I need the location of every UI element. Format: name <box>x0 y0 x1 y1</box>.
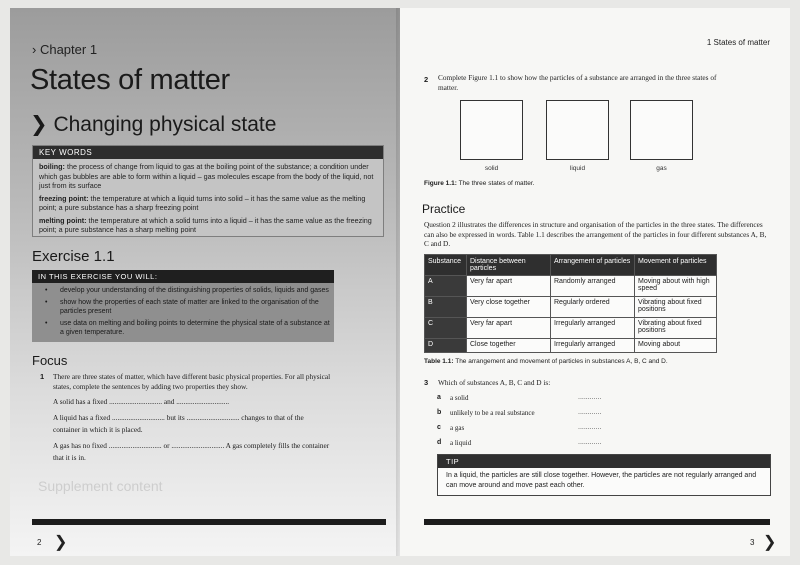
gas-drawing-box[interactable] <box>630 100 693 160</box>
objective-item: • show how the properties of each state of matter are linked to the organisation of the particles present <box>45 299 319 315</box>
footer-bar <box>32 519 386 525</box>
option-text: unlikely to be a real substance <box>450 409 535 417</box>
option-letter: c <box>437 424 441 431</box>
question-text: Which of substances A, B, C and D is: <box>438 378 551 387</box>
table-row <box>425 297 717 318</box>
figure-caption: Figure 1.1: The three states of matter. <box>424 180 535 187</box>
table-cell: Very far apart <box>467 276 551 297</box>
chevron-right-icon: ❯ <box>54 534 68 551</box>
chapter-title: States of matter <box>30 64 230 96</box>
question-number: 3 <box>424 378 429 387</box>
state-label: liquid <box>569 165 586 172</box>
page-number: 3 <box>750 538 755 547</box>
option-letter: d <box>437 439 442 446</box>
option-letter: b <box>437 409 442 416</box>
footer-bar <box>424 519 770 525</box>
tip-box <box>437 454 771 496</box>
learning-objectives-heading: IN THIS EXERCISE YOU WILL: <box>32 270 334 283</box>
fill-in-line[interactable]: A gas has no fixed ............................. or ............................. A gas completely fills the container <box>53 441 330 450</box>
table-caption: Table 1.1: The arrangement and movement of particles in substances A, B, C and D. <box>424 358 668 365</box>
option-text: a gas <box>450 424 465 432</box>
table-header: Distance between particles <box>467 255 551 276</box>
practice-title: Practice <box>422 202 466 216</box>
tip-heading: TIP <box>438 455 770 468</box>
solid-drawing-box[interactable] <box>460 100 523 160</box>
key-word-entry: freezing point: the temperature at which a liquid turns into solid – it has the same value as the melting point; a pure substance has a sharp freezing point <box>39 193 366 212</box>
table-header-row <box>425 255 717 276</box>
option-text: a liquid <box>450 439 472 447</box>
table-row <box>425 318 717 339</box>
option-text: a solid <box>450 394 469 402</box>
question-number: 2 <box>424 75 429 84</box>
table-cell: Randomly arranged <box>551 276 635 297</box>
option-letter: a <box>437 394 441 401</box>
table-cell: Irregularly arranged <box>551 339 635 353</box>
running-head: 1 States of matter <box>706 38 770 47</box>
fill-in-line[interactable]: A liquid has a fixed ............................. but its ............................. changes to that of the <box>53 413 304 422</box>
liquid-drawing-box[interactable] <box>546 100 609 160</box>
table-header: Movement of particles <box>635 255 717 276</box>
answer-blank[interactable]: ............ <box>578 439 602 446</box>
left-page <box>10 8 400 556</box>
key-word-entry: melting point: the temperature at which a solid turns into a liquid – it has the same value as the freezing point; a pure substance has a sharp melting point <box>39 215 372 234</box>
exercise-title: Exercise 1.1 <box>32 248 115 265</box>
fill-in-line: that it is in. <box>53 453 86 462</box>
table-header: Arrangement of particles <box>551 255 635 276</box>
state-label: gas <box>656 165 667 172</box>
objective-item: • use data on melting and boiling points to determine the physical state of a substance at a given temperature. <box>45 320 330 336</box>
fill-in-line: container in which it is placed. <box>53 425 143 434</box>
table-cell: Very far apart <box>467 318 551 339</box>
table-cell: Moving about with high speed <box>635 276 717 297</box>
fill-in-line[interactable]: A solid has a fixed ............................. and ............................. <box>53 397 230 406</box>
table-header: Substance <box>425 255 467 276</box>
practice-text: Question 2 illustrates the differences in structure and organisation of the particles in the three states. The differences can also be expressed in words. Table 1.1 describes the arrangement of the particles in four different substances A, B, C and D. <box>424 220 767 248</box>
chapter-label: › Chapter 1 <box>32 42 98 57</box>
table-cell: B <box>425 297 467 318</box>
table-cell: Irregularly arranged <box>551 318 635 339</box>
faint-bleed-through-text: Supplement content <box>38 478 163 494</box>
right-page <box>400 8 790 556</box>
answer-blank[interactable]: ............ <box>578 394 602 401</box>
table-cell: Very close together <box>467 297 551 318</box>
chevron-right-icon: ❯ <box>763 534 777 551</box>
page-number: 2 <box>37 538 42 547</box>
focus-title: Focus <box>32 353 68 368</box>
table-row <box>425 276 717 297</box>
section-title: ❯ Changing physical state <box>30 113 277 136</box>
question-number: 1 <box>40 372 45 381</box>
table-cell: Vibrating about fixed positions <box>635 318 717 339</box>
key-words-heading: KEY WORDS <box>33 146 383 159</box>
learning-objectives-box <box>32 270 334 342</box>
table-cell: A <box>425 276 467 297</box>
table-cell: Moving about <box>635 339 717 353</box>
table-cell: Vibrating about fixed positions <box>635 297 717 318</box>
tip-text: In a liquid, the particles are still close together. However, the particles are not regularly arranged and can move around and move past each other. <box>446 472 757 489</box>
table-cell: Regularly ordered <box>551 297 635 318</box>
table-cell: Close together <box>467 339 551 353</box>
answer-blank[interactable]: ............ <box>578 424 602 431</box>
particles-table <box>424 254 717 353</box>
table-cell: C <box>425 318 467 339</box>
question-text: Complete Figure 1.1 to show how the particles of a substance are arranged in the three states of matter. <box>438 73 717 92</box>
answer-blank[interactable]: ............ <box>578 409 602 416</box>
question-text: There are three states of matter, which have different basic physical properties. For all physical states, complete the sentences by adding two properties they show. <box>53 372 331 391</box>
table-cell: D <box>425 339 467 353</box>
key-words-box <box>32 145 384 237</box>
objective-item: • develop your understanding of the distinguishing properties of solids, liquids and gases <box>45 287 329 294</box>
state-label: solid <box>484 165 499 172</box>
key-word-entry: boiling: the process of change from liquid to gas at the boiling point of the substance; a condition under which gas bubbles are able to form within a liquid – gas molecules escape from the body of the liquid, not just from its surface <box>39 162 374 190</box>
table-row <box>425 339 717 353</box>
